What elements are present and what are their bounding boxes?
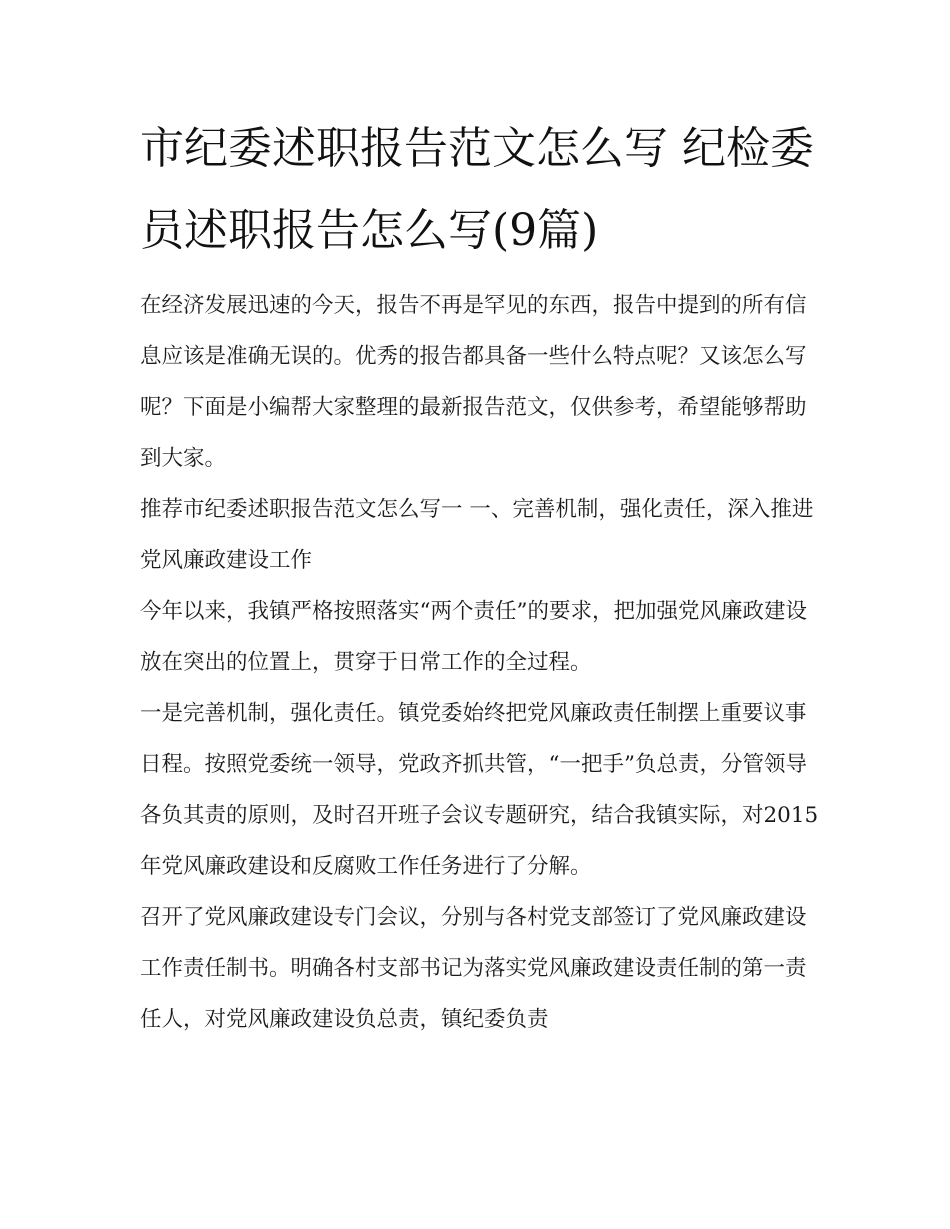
document-title: 市纪委述职报告范文怎么写 纪检委员述职报告怎么写(9篇) [140, 123, 814, 256]
paragraph-intro: 在经济发展迅速的今天，报告不再是罕见的东西，报告中提到的所有信息应该是准确无误的。优秀的报告都具备一些什么特点呢？又该怎么写呢？下面是小编帮大家整理的最新报告范文，仅供参考，希望能够帮助到大家。 [140, 293, 807, 471]
paragraph-section-heading: 推荐市纪委述职报告范文怎么写一 一、完善机制，强化责任，深入推进党风廉政建设工作 [140, 497, 814, 573]
paragraph-overview: 今年以来，我镇严格按照落实“两个责任”的要求，把加强党风廉政建设放在突出的位置上，贯穿于日常工作的全过程。 [140, 599, 807, 675]
paragraph-mechanism: 一是完善机制，强化责任。镇党委始终把党风廉政责任制摆上重要议事日程。按照党委统一领导，党政齐抓共管，“一把手”负总责，分管领导各负其责的原则，及时召开班子会议专题研究，结合我镇实际，对2015年党风廉政建设和反腐败工作任务进行了分解。 [140, 701, 819, 879]
paragraph-meeting: 召开了党风廉政建设专门会议，分别与各村党支部签订了党风廉政建设工作责任制书。明确各村支部书记为落实党风廉政建设责任制的第一责任人，对党风廉政建设负总责，镇纪委负责 [140, 905, 807, 1032]
document-body [140, 280, 820, 1045]
